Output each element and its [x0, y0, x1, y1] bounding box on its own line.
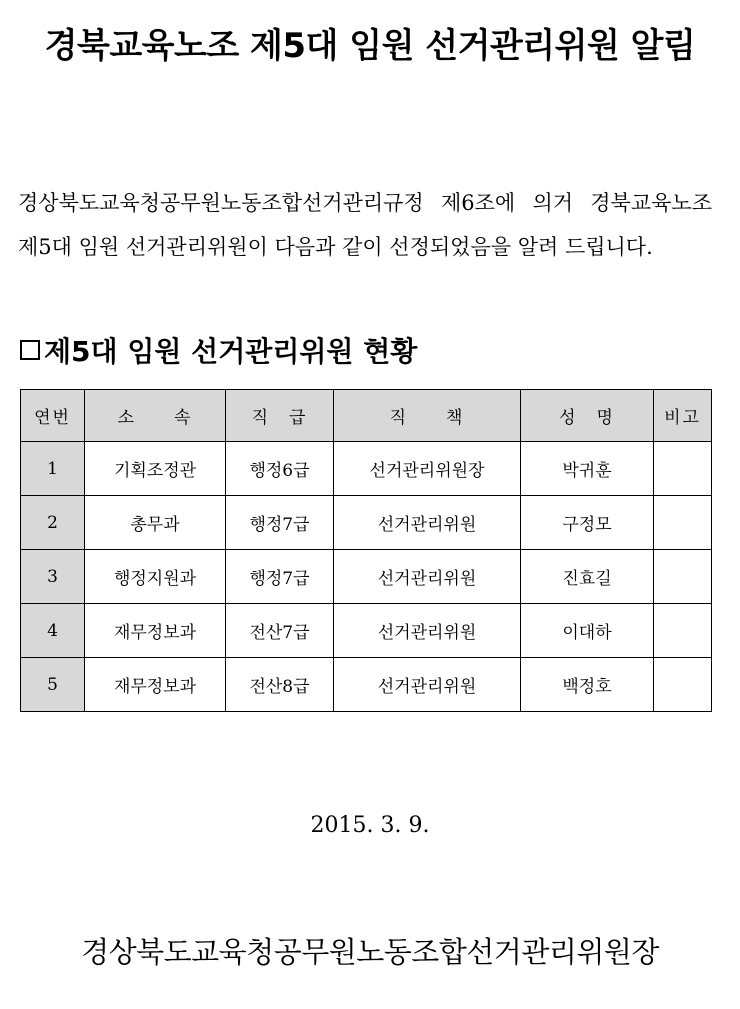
cell-grade: 전산7급 [226, 604, 334, 658]
cell-remarks [654, 604, 712, 658]
table-row [21, 604, 712, 658]
header-remarks: 비고 [654, 390, 712, 442]
cell-department: 행정지원과 [85, 550, 226, 604]
cell-remarks [654, 496, 712, 550]
table-row [21, 658, 712, 712]
cell-number: 2 [21, 496, 85, 550]
cell-number: 3 [21, 550, 85, 604]
section-heading-text: 제5대 임원 선거관리위원 현황 [44, 335, 418, 368]
cell-role: 선거관리위원 [334, 604, 521, 658]
cell-grade: 행정7급 [226, 496, 334, 550]
cell-number: 1 [21, 442, 85, 496]
committee-table [20, 389, 712, 712]
cell-remarks [654, 550, 712, 604]
header-name: 성 명 [521, 390, 654, 442]
cell-department: 재무정보과 [85, 658, 226, 712]
header-department: 소 속 [85, 390, 226, 442]
cell-role: 선거관리위원장 [334, 442, 521, 496]
notice-paragraph: 경상북도교육청공무원노동조합선거관리규정 제6조에 의거 경북교육노조 제5대 임원 선거관리위원이 다음과 같이 선정되었음을 알려 드립니다. [18, 191, 712, 259]
cell-role: 선거관리위원 [334, 496, 521, 550]
cell-name: 백정호 [521, 658, 654, 712]
cell-department: 재무정보과 [85, 604, 226, 658]
cell-grade: 행정6급 [226, 442, 334, 496]
table-row [21, 496, 712, 550]
cell-number: 5 [21, 658, 85, 712]
cell-role: 선거관리위원 [334, 658, 521, 712]
cell-name: 구정모 [521, 496, 654, 550]
cell-department: 기획조정관 [85, 442, 226, 496]
document-date: 2015. 3. 9. [310, 813, 430, 838]
cell-grade: 전산8급 [226, 658, 334, 712]
table-header-row [21, 390, 712, 442]
cell-remarks [654, 442, 712, 496]
section-heading [20, 330, 417, 370]
cell-department: 총무과 [85, 496, 226, 550]
cell-name: 이대하 [521, 604, 654, 658]
checkbox-square-icon [20, 340, 40, 360]
header-number: 연번 [21, 390, 85, 442]
table-row [21, 442, 712, 496]
cell-role: 선거관리위원 [334, 550, 521, 604]
cell-number: 4 [21, 604, 85, 658]
document-title: 경북교육노조 제5대 임원 선거관리위원 알림 [44, 26, 696, 66]
cell-grade: 행정7급 [226, 550, 334, 604]
table-row [21, 550, 712, 604]
header-grade: 직 급 [226, 390, 334, 442]
cell-name: 진효길 [521, 550, 654, 604]
cell-name: 박귀훈 [521, 442, 654, 496]
header-role: 직 책 [334, 390, 521, 442]
cell-remarks [654, 658, 712, 712]
signer: 경상북도교육청공무원노동조합선거관리위원장 [81, 935, 659, 969]
